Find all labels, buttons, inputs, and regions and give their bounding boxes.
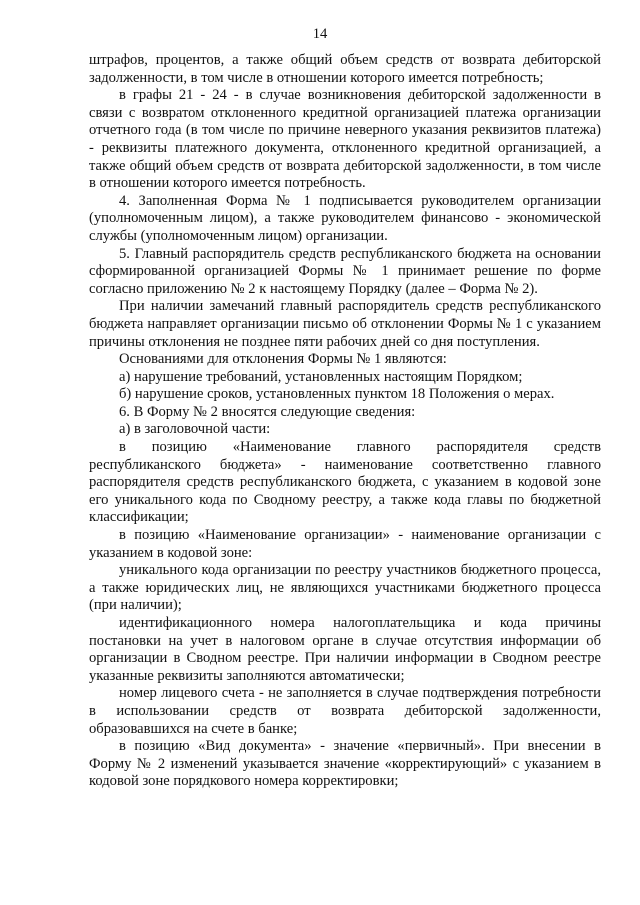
paragraph: Основаниями для отклонения Формы № 1 являются:	[119, 351, 447, 368]
page-number: 14	[312, 26, 328, 42]
paragraph: в позицию «Наименование организации» - наименование организации с указанием в кодовой зоне:	[89, 527, 601, 561]
paragraph: 6. В Форму № 2 вносятся следующие сведения:	[119, 403, 416, 420]
paragraph: идентификационного номера налогоплательщика и кода причины постановки на учет в налоговом органе в случае отсутствия информации об организации в Сводном реестре. При наличии информации в Сводном реестре указанные реквизиты заполняются автоматически;	[89, 615, 601, 684]
list-item: б) нарушение сроков, установленных пунктом 18 Положения о мерах.	[119, 386, 555, 403]
paragraph: При наличии замечаний главный распорядитель средств республиканского бюджета направляет организации письмо об отклонении Формы № 1 с указанием причины отклонения не позднее пяти рабочих дней со дня поступления.	[89, 298, 601, 350]
paragraph: 5. Главный распорядитель средств республиканского бюджета на основании сформированной организацией Формы № 1 принимает решение по форме согласно приложению № 2 к настоящему Порядку (далее – Форма № 2).	[89, 245, 601, 297]
paragraph: 4. Заполненная Форма № 1 подписывается руководителем организации (уполномоченным лицом), а также руководителем финансово - экономической службы (уполномоченным лицом) организации.	[89, 192, 601, 244]
paragraph: в позицию «Вид документа» - значение «первичный». При внесении в Форму № 2 изменений указывается значение «корректирующий» с указанием в кодовой зоне порядкового номера корректировки;	[89, 738, 601, 790]
paragraph: штрафов, процентов, а также общий объем средств от возврата дебиторской задолженности, в том числе в отношении которого имеется потребность;	[89, 52, 601, 86]
list-item: а) нарушение требований, установленных настоящим Порядком;	[119, 368, 523, 385]
list-item: а) в заголовочной части:	[119, 421, 271, 438]
paragraph: уникального кода организации по реестру участников бюджетного процесса, а также юридических лиц, не являющихся участниками бюджетного процесса (при наличии);	[89, 562, 601, 614]
paragraph: номер лицевого счета - не заполняется в случае подтверждения потребности в использовании средств от возврата дебиторской задолженности, образовавшихся на счете в банке;	[89, 685, 601, 737]
document-body	[89, 52, 601, 791]
paragraph: в графы 21 - 24 - в случае возникновения дебиторской задолженности в связи с возвратом отклоненного кредитной организацией платежа организации отчетного года (в том числе по причине неверного указания реквизитов платежа) - реквизиты платежного документа, отклоненного кредитной организацией, а также общий объем средств от возврата дебиторской задолженности, в том числе в отношении которого имеется потребность.	[89, 87, 601, 192]
paragraph: в позицию «Наименование главного распорядителя средств республиканского бюджета» - наименование соответственно главного распорядителя средств республиканского бюджета, с указанием в кодовой зоне его уникального кода по Сводному реестру, а также кода главы по бюджетной классификации;	[89, 439, 601, 526]
